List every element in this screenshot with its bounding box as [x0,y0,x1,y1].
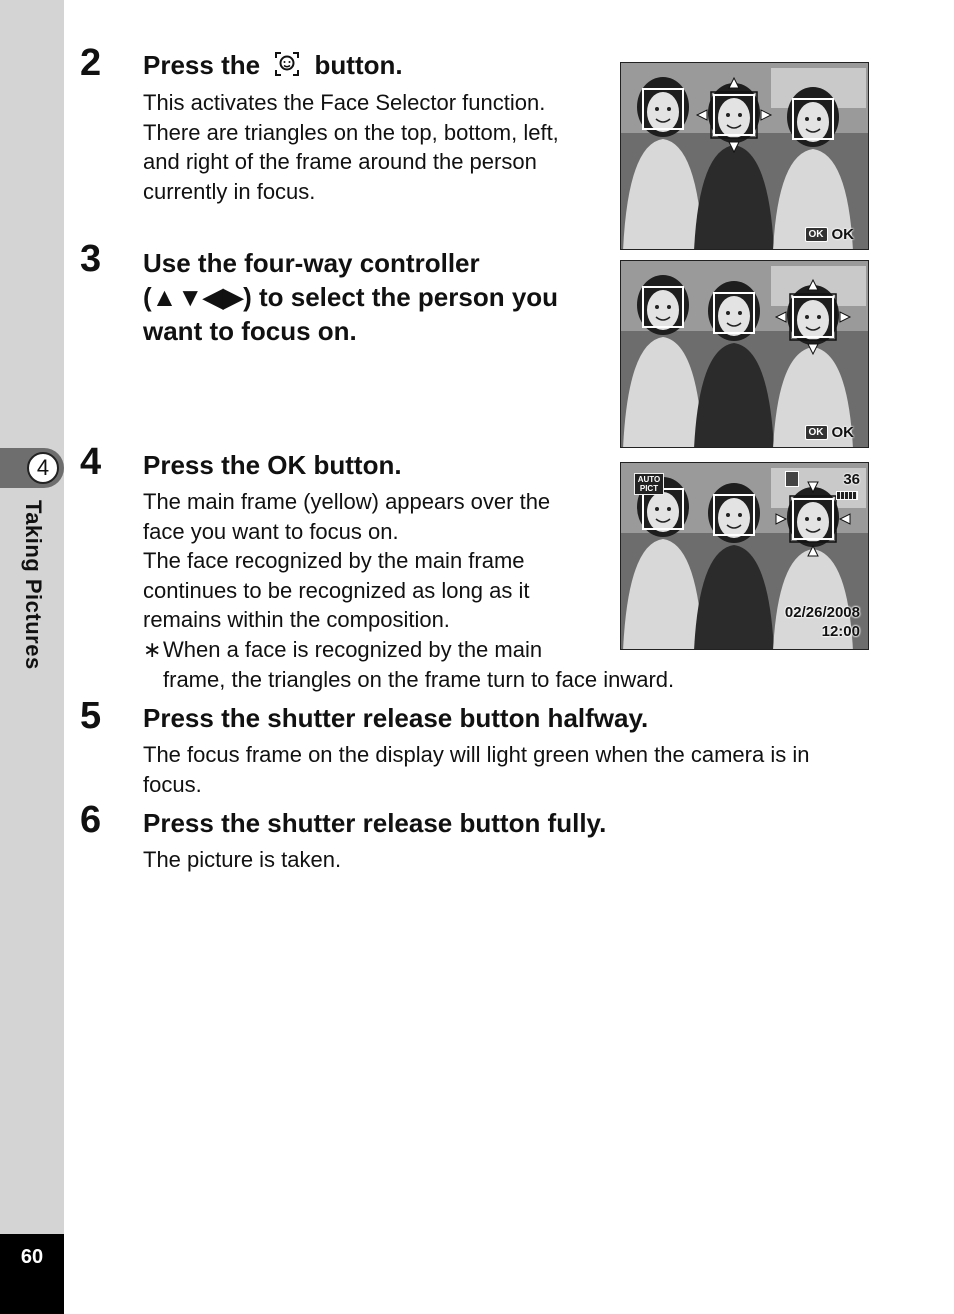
text-line: currently in focus. [143,178,316,204]
person-face [647,492,679,532]
camera-screen-main-frame [620,462,869,650]
date-display: 02/26/2008 [784,604,860,621]
person-eye [667,507,671,511]
step-5-body [143,740,809,799]
person-eye [805,517,809,521]
text-line: and right of the frame around the person [143,149,537,174]
text-line: There are triangles on the top, bottom, left, [143,119,559,145]
text-line: face you want to focus on. [143,518,399,544]
date-time-display [785,603,860,641]
step-3-heading [143,246,558,348]
auto-picture-mode-icon: AUTO PICT [634,473,664,495]
person-eye [667,305,671,309]
person-face [797,102,829,142]
person-eye [738,311,742,315]
person-eye [817,315,821,319]
chapter-title: Taking Pictures [21,500,46,670]
person-eye [726,113,730,117]
step-5-number: 5 [80,695,102,737]
person-face [797,300,829,340]
person-face [647,290,679,330]
face-detection-icon [273,50,301,78]
camera-screen-face-select-2 [620,260,869,448]
person-face [647,92,679,132]
screen-photo [621,261,869,448]
person-face [797,502,829,542]
text-line: (▲▼◀▶) to select the person you [143,282,559,312]
person-eye [738,113,742,117]
text-line: frame, the triangles on the frame turn to face inward. [163,666,675,692]
ok-indicator [805,424,855,441]
text-line: focus. [143,771,202,797]
step-4-note [143,635,674,694]
ok-button-icon: OK [805,227,828,242]
person-eye [667,107,671,111]
battery-icon [836,491,858,500]
text-line: The main frame (yellow) appears over the [143,489,551,514]
memory-card-icon [785,471,799,487]
step-2-heading-text-end: button. [314,50,403,80]
step-4-heading: Press the OK button. [143,450,402,480]
text-line: The picture is taken. [143,847,342,872]
text-line: continues to be recognized as long as it [143,577,530,603]
text-line: remains within the composition. [143,607,450,632]
step-4-number: 4 [80,441,102,483]
shots-remaining: 36 [843,471,860,488]
person-eye [817,117,821,121]
text-line: The focus frame on the display will light green when the camera is in [143,742,810,767]
step-2-heading-text: Press the [143,50,261,80]
screen-photo [621,63,869,250]
step-3-number: 3 [80,238,102,280]
person-face [718,296,750,336]
person-eye [655,305,659,309]
ok-indicator [805,226,855,243]
step-4-body [143,487,550,635]
step-6-body [143,845,341,875]
note-asterisk: ∗ [143,637,162,662]
chapter-number: 4 [27,452,59,484]
step-6-number: 6 [80,799,102,841]
person-eye [726,311,730,315]
step-6-heading: Press the shutter release button fully. [143,808,607,838]
step-5-heading: Press the shutter release button halfway. [143,703,649,733]
person-face [718,98,750,138]
step-2-number: 2 [80,42,102,84]
step-2-body [143,88,559,206]
time-display: 12:00 [821,623,860,640]
person-eye [726,513,730,517]
ok-label: OK [831,226,854,243]
text-line: This activates the Face Selector function. [143,90,546,115]
person-eye [805,117,809,121]
person-eye [738,513,742,517]
ok-label: OK [831,424,854,441]
person-eye [805,315,809,319]
text-line: want to focus on. [143,316,357,346]
person-face [718,498,750,538]
person-eye [655,107,659,111]
text-line: When a face is recognized by the main [163,637,543,662]
camera-screen-face-select-1 [620,62,869,250]
page-number: 60 [20,1246,44,1268]
person-eye [817,517,821,521]
text-line: The face recognized by the main frame [143,548,525,573]
person-eye [655,507,659,511]
ok-button-icon: OK [805,425,828,440]
step-2-heading [143,48,403,82]
text-line: Use the four-way controller [143,248,480,278]
